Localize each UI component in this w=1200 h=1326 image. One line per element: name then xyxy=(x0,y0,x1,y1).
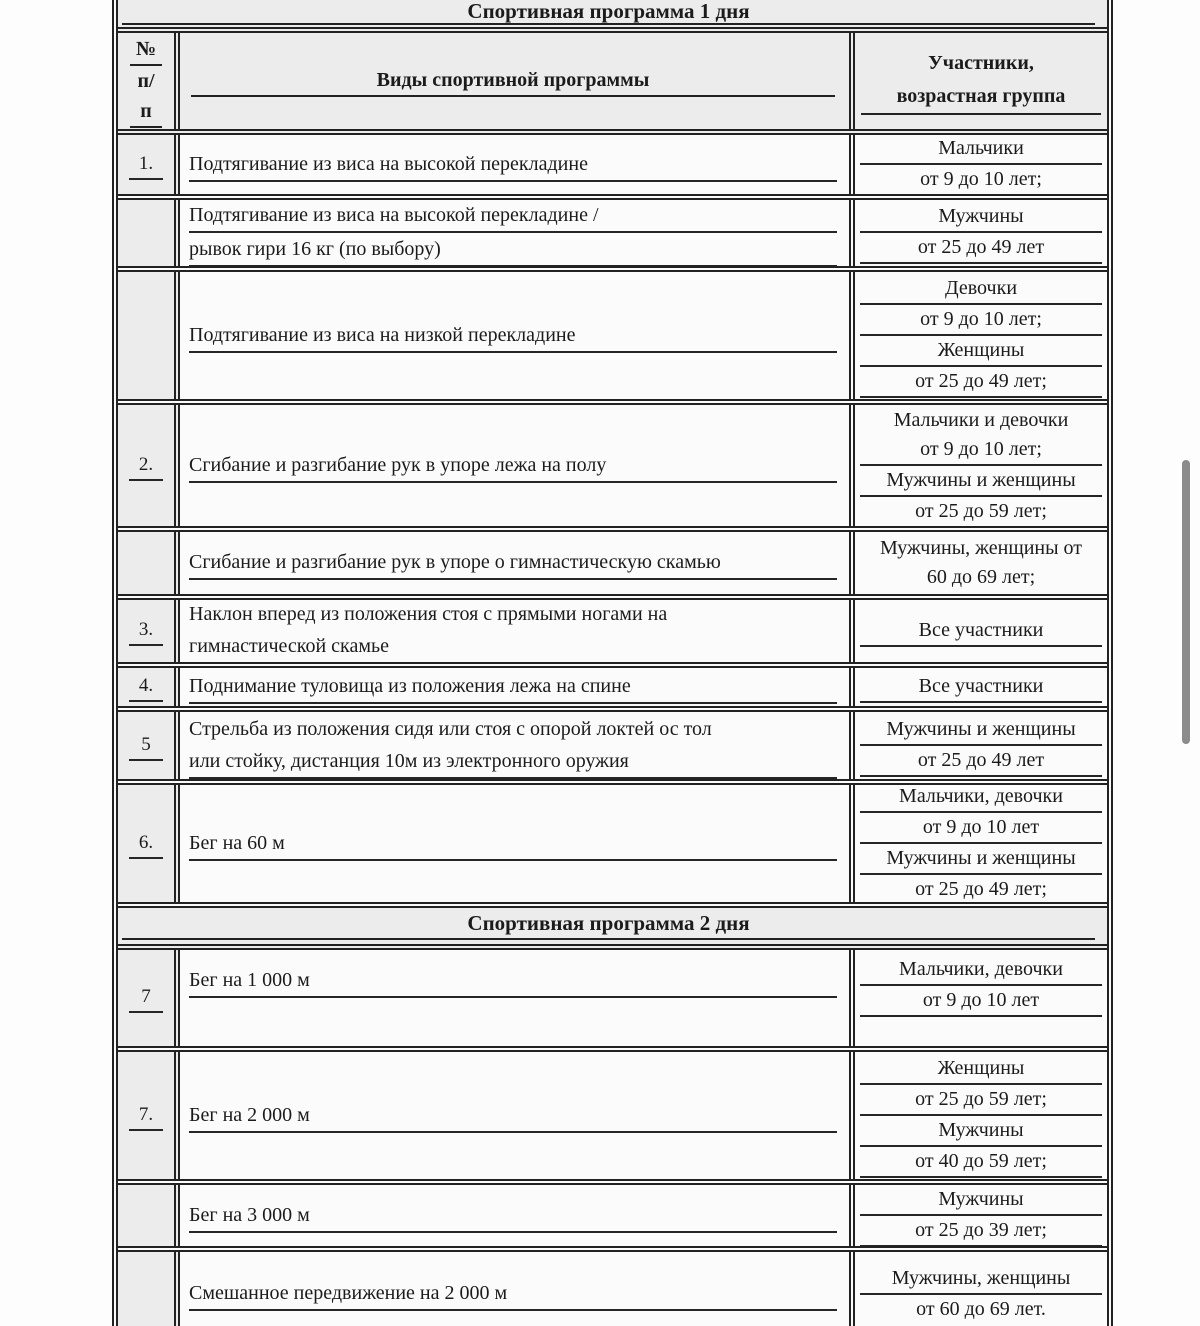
participants-line: Мужчины xyxy=(860,202,1102,233)
participants-cell xyxy=(855,532,1107,594)
row-number-text: 5 xyxy=(129,731,163,761)
participants-line: Мальчики xyxy=(860,135,1102,165)
participants-line: от 40 до 59 лет; xyxy=(860,1147,1102,1178)
row-number xyxy=(129,150,163,180)
table-row xyxy=(118,785,1107,908)
row-number xyxy=(129,829,163,859)
row-number-cell xyxy=(118,532,180,594)
row-number-cell xyxy=(118,405,180,526)
participants-line: Все участники xyxy=(860,672,1102,703)
table-row xyxy=(118,668,1107,712)
participants-cell xyxy=(855,1252,1107,1326)
activity-cell xyxy=(180,668,855,706)
activity-line: Подтягивание из виса на высокой перекладине xyxy=(189,148,837,182)
participants-cell xyxy=(855,668,1107,706)
participants-line: Мальчики, девочки xyxy=(860,785,1102,813)
header-participants-line: Участники, xyxy=(928,52,1034,74)
activity-line: Бег на 2 000 м xyxy=(189,1099,837,1133)
row-number-cell xyxy=(118,785,180,902)
row-number xyxy=(129,672,163,702)
row-number-cell xyxy=(118,200,180,266)
row-number-text: 7 xyxy=(129,983,163,1013)
participants-cell xyxy=(855,272,1107,399)
activity-line: Наклон вперед из положения стоя с прямыми ногами на xyxy=(189,603,668,625)
activity-cell xyxy=(180,712,855,779)
row-number-text: 3. xyxy=(129,616,163,646)
participants-line: от 25 до 49 лет xyxy=(860,233,1102,264)
participants-cell xyxy=(855,200,1107,266)
table-row xyxy=(118,135,1107,200)
header-number-line: п xyxy=(130,96,162,128)
participants-line: от 25 до 59 лет; xyxy=(915,499,1047,522)
row-number-text: 6. xyxy=(129,829,163,859)
participants-line: от 9 до 10 лет xyxy=(860,986,1102,1017)
participants-line: от 25 до 49 лет xyxy=(860,746,1102,777)
participants-line: Мужчины, женщины от xyxy=(879,537,1083,559)
table-row xyxy=(118,1185,1107,1252)
participants-line: от 25 до 59 лет; xyxy=(860,1085,1102,1116)
activity-line: Подтягивание из виса на низкой перекладине xyxy=(189,319,837,353)
table-row xyxy=(118,532,1107,600)
row-number-cell xyxy=(118,712,180,779)
section-title-row-day1 xyxy=(118,0,1107,33)
row-number xyxy=(129,1202,163,1230)
row-number xyxy=(129,1280,163,1308)
table-row xyxy=(118,950,1107,1052)
activity-cell xyxy=(180,532,855,594)
activity-cell xyxy=(180,785,855,902)
activity-cell xyxy=(180,600,855,662)
participants-line: Мужчины xyxy=(860,1185,1102,1216)
participants-cell xyxy=(855,405,1107,526)
row-number-cell xyxy=(118,272,180,399)
participants-line: Женщины xyxy=(860,1054,1102,1085)
sports-program-table xyxy=(112,0,1113,1326)
participants-cell xyxy=(855,950,1107,1046)
participants-cell xyxy=(855,785,1107,902)
table-row xyxy=(118,712,1107,785)
participants-line: от 9 до 10 лет; xyxy=(860,435,1102,466)
participants-line: Девочки xyxy=(860,274,1102,305)
row-number xyxy=(129,549,163,577)
row-number-cell xyxy=(118,1252,180,1326)
table-row xyxy=(118,1252,1107,1326)
header-activity-label: Виды спортивной программы xyxy=(191,65,835,97)
participants-line: от 9 до 10 лет xyxy=(860,813,1102,844)
row-number xyxy=(129,983,163,1013)
day1-rows xyxy=(118,135,1107,908)
header-number-line: № xyxy=(130,34,162,66)
participants-line: Мужчины и женщины xyxy=(860,715,1102,746)
row-number-cell xyxy=(118,600,180,662)
participants-cell xyxy=(855,135,1107,194)
activity-line: Бег на 3 000 м xyxy=(189,1199,837,1233)
header-participants-line: возрастная группа xyxy=(861,80,1101,115)
table-row xyxy=(118,600,1107,668)
activity-cell xyxy=(180,1052,855,1179)
activity-line: Сгибание и разгибание рук в упоре лежа на полу xyxy=(189,449,837,483)
participants-line: Мужчины и женщины xyxy=(860,844,1102,875)
activity-cell xyxy=(180,272,855,399)
participants-line: от 9 до 10 лет; xyxy=(860,165,1102,195)
activity-cell xyxy=(180,135,855,194)
participants-line: от 25 до 39 лет; xyxy=(860,1216,1102,1247)
participants-line: от 9 до 10 лет; xyxy=(860,305,1102,336)
row-number-cell xyxy=(118,950,180,1046)
header-number-line: п/ xyxy=(137,70,155,92)
table-header-row xyxy=(118,33,1107,135)
participants-line: 60 до 69 лет; xyxy=(926,566,1036,588)
section-title-day2: Спортивная программа 2 дня xyxy=(122,908,1095,940)
participants-line: Женщины xyxy=(860,336,1102,367)
participants-line: Мужчины xyxy=(860,1116,1102,1147)
scrollbar-thumb[interactable] xyxy=(1182,460,1190,744)
header-activity-cell xyxy=(180,33,855,129)
row-number xyxy=(129,616,163,646)
activity-cell xyxy=(180,405,855,526)
row-number xyxy=(129,1101,163,1131)
row-number-cell xyxy=(118,1052,180,1179)
table-row xyxy=(118,405,1107,532)
participants-line: Все участники xyxy=(860,616,1102,647)
participants-cell xyxy=(855,600,1107,662)
activity-cell xyxy=(180,1185,855,1246)
activity-line: Поднимание туловища из положения лежа на спине xyxy=(189,670,837,704)
participants-line: от 60 до 69 лет. xyxy=(916,1298,1046,1320)
participants-line: от 25 до 49 лет; xyxy=(860,367,1102,398)
header-number-cell xyxy=(118,33,180,129)
participants-line: Мальчики, девочки xyxy=(860,955,1102,986)
participants-cell xyxy=(855,1185,1107,1246)
row-number xyxy=(129,451,163,481)
day2-rows xyxy=(118,950,1107,1326)
row-number xyxy=(129,322,163,350)
activity-line: Стрельба из положения сидя или стоя с опорой локтей ос тол xyxy=(189,717,712,740)
row-number-text: 2. xyxy=(129,451,163,481)
activity-line: Смешанное передвижение на 2 000 м xyxy=(189,1277,837,1311)
section-title-row-day2 xyxy=(118,908,1107,950)
participants-line: Мужчины, женщины xyxy=(860,1264,1102,1295)
row-number xyxy=(129,731,163,761)
participants-cell xyxy=(855,1052,1107,1179)
participants-line: Мужчины и женщины xyxy=(860,466,1102,497)
table-row xyxy=(118,1052,1107,1185)
participants-line: от 25 до 49 лет; xyxy=(860,875,1102,903)
row-number-text: 7. xyxy=(129,1101,163,1131)
row-number-cell xyxy=(118,135,180,194)
row-number-cell xyxy=(118,1185,180,1246)
activity-cell xyxy=(180,1252,855,1326)
activity-line: Сгибание и разгибание рук в упоре о гимнастическую скамью xyxy=(189,546,837,580)
activity-line: Подтягивание из виса на высокой перекладине / xyxy=(189,200,837,233)
activity-line: или стойку, дистанция 10м из электронного оружия xyxy=(189,745,837,779)
row-number xyxy=(129,219,163,247)
activity-line: Бег на 60 м xyxy=(189,827,837,861)
activity-line: Бег на 1 000 м xyxy=(189,964,837,998)
row-number-text: 1. xyxy=(129,150,163,180)
participants-line: Мальчики и девочки xyxy=(893,408,1069,431)
header-participants-cell xyxy=(855,33,1107,129)
activity-line: рывок гири 16 кг (по выбору) xyxy=(189,233,837,266)
activity-cell xyxy=(180,200,855,266)
section-title-day1: Спортивная программа 1 дня xyxy=(122,0,1095,25)
table-row xyxy=(118,200,1107,272)
participants-cell xyxy=(855,712,1107,779)
table-row xyxy=(118,272,1107,405)
activity-cell xyxy=(180,950,855,1046)
row-number-cell xyxy=(118,668,180,706)
row-number-text: 4. xyxy=(129,672,163,702)
activity-line: гимнастической скамье xyxy=(189,630,837,662)
